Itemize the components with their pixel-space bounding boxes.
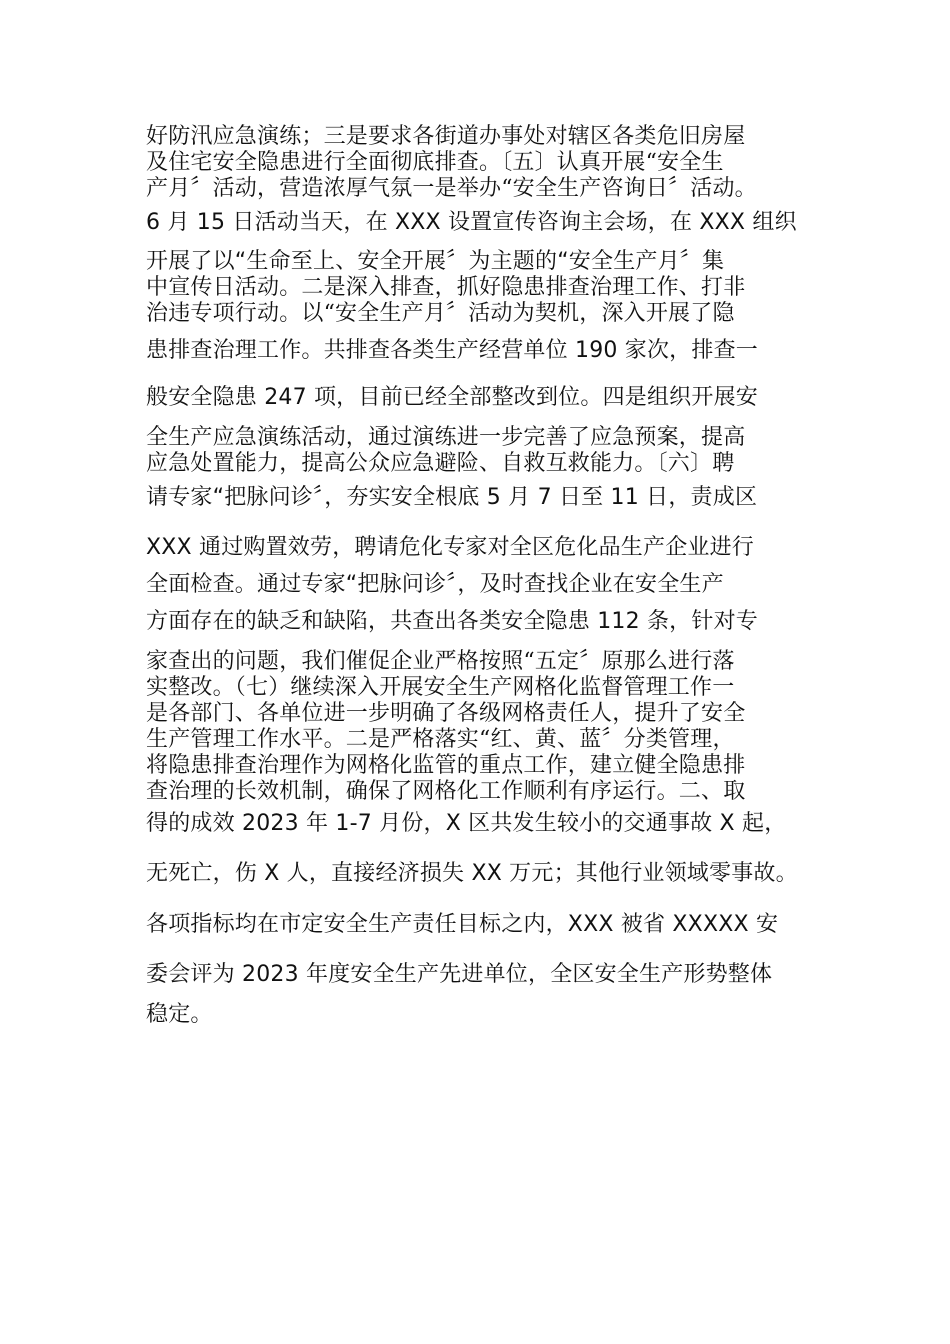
text-line: 生产管理工作水平。二是严格落实“红、黄、蓝〞分类管理， [146, 727, 735, 752]
text-line: 无死亡，伤 X 人，直接经济损失 XX 万元；其他行业领域零事故。 [146, 861, 798, 886]
text-line: 产月〞活动，营造浓厚气氛一是举办“安全生产咨询日〞活动。 [146, 176, 757, 201]
text-line: 方面存在的缺乏和缺陷，共查出各类安全隐患 112 条，针对专 [146, 609, 758, 634]
text-line: 治违专项行动。以“安全生产月〞活动为契机，深入开展了隐 [146, 301, 735, 326]
text-line: 家查出的问题，我们催促企业严格按照“五定〞原那么进行落 [146, 649, 735, 674]
text-line: 请专家“把脉问诊〞，夯实安全根底 5 月 7 日至 11 日，责成区 [146, 485, 758, 510]
text-line: 开展了以“生命至上、安全开展〞为主题的“安全生产月〞集 [146, 249, 725, 274]
text-line: 全生产应急演练活动，通过演练进一步完善了应急预案，提高 [146, 425, 746, 450]
text-line: 般安全隐患 247 项，目前已经全部整改到位。四是组织开展安 [146, 385, 758, 410]
text-line: 中宣传日活动。二是深入排查，抓好隐患排查治理工作、打非 [146, 275, 746, 300]
text-line: 稳定。 [146, 1002, 213, 1027]
text-line: XXX 通过购置效劳，聘请危化专家对全区危化品生产企业进行 [146, 535, 755, 560]
text-line: 将隐患排查治理作为网格化监管的重点工作，建立健全隐患排 [146, 753, 746, 778]
text-line: 各项指标均在市定安全生产责任目标之内，XXX 被省 XXXXX 安 [146, 912, 779, 937]
text-line: 委会评为 2023 年度安全生产先进单位，全区安全生产形势整体 [146, 962, 773, 987]
text-line: 患排查治理工作。共排查各类生产经营单位 190 家次，排查一 [146, 338, 758, 363]
text-line: 实整改。（七）继续深入开展安全生产网格化监督管理工作一 [146, 675, 735, 700]
text-line: 查治理的长效机制，确保了网格化工作顺利有序运行。二、取 [146, 779, 746, 804]
text-line: 全面检查。通过专家“把脉问诊〞，及时查找企业在安全生产 [146, 572, 724, 597]
text-line: 好防汛应急演练；三是要求各街道办事处对辖区各类危旧房屋 [146, 124, 746, 149]
text-line: 得的成效 2023 年 1-7 月份，X 区共发生较小的交通事故 X 起， [146, 811, 787, 836]
text-line: 及住宅安全隐患进行全面彻底排查。〔五〕认真开展“安全生 [146, 150, 724, 175]
text-line: 6 月 15 日活动当天，在 XXX 设置宣传咨询主会场，在 XXX 组织 [146, 210, 797, 235]
text-line: 是各部门、各单位进一步明确了各级网格责任人，提升了安全 [146, 701, 746, 726]
text-line: 应急处置能力，提高公众应急避险、自救互救能力。〔六〕聘 [146, 451, 735, 476]
